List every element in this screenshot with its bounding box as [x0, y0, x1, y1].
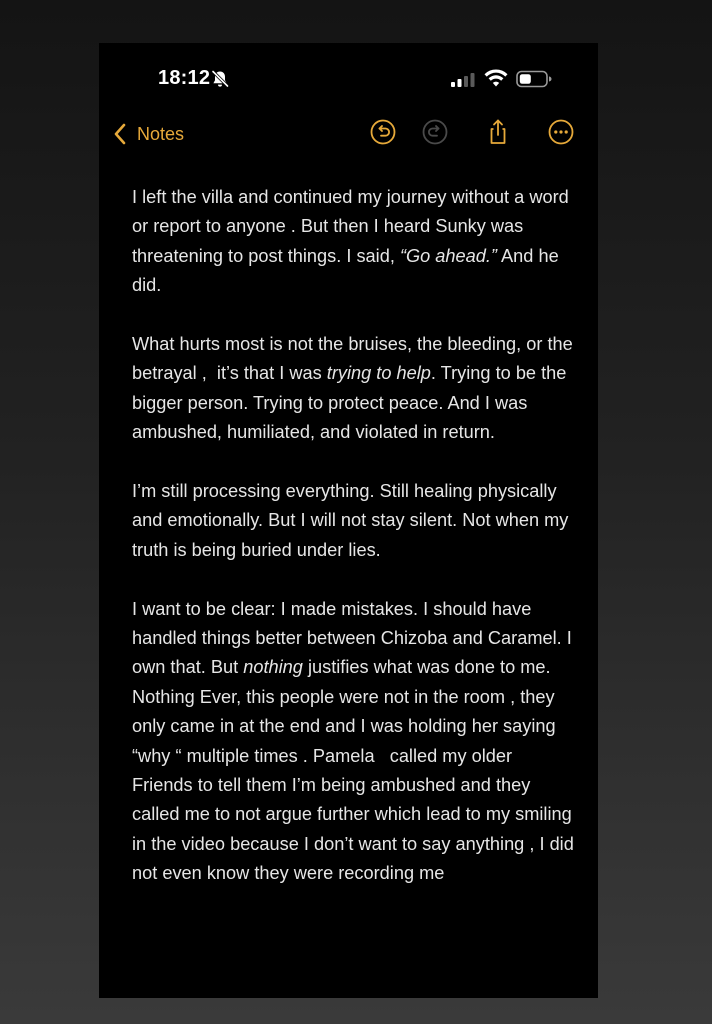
more-icon	[547, 118, 575, 146]
text-run: I left the villa and continued my journey without a word or report to anyone . But then I heard Sunky was threatening to post things. I said,	[132, 187, 574, 266]
note-paragraph	[132, 595, 577, 889]
note-paragraph	[132, 330, 577, 448]
redo-icon	[421, 118, 449, 146]
back-button-label: Notes	[137, 123, 185, 144]
wifi-icon	[484, 69, 508, 87]
note-paragraph	[132, 183, 577, 301]
phone-screen	[99, 43, 598, 998]
text-run: And he did.	[132, 245, 564, 296]
note-paragraph	[132, 477, 577, 565]
italic-text-run: nothing	[243, 657, 303, 678]
note-body[interactable]	[132, 183, 577, 889]
text-run: What hurts most is not the bruises, the bleeding, or the betrayal , it’s that I was	[132, 334, 578, 384]
italic-text-run: “Go ahead.”	[399, 245, 497, 266]
battery-icon	[516, 70, 552, 88]
text-run: I’m still processing everything. Still healing physically and emotionally. But I will not stay silent. Not when my truth is being buried under lies.	[132, 481, 574, 560]
cellular-signal-icon	[451, 73, 475, 87]
more-options-button[interactable]	[547, 118, 575, 146]
share-icon	[484, 118, 512, 146]
text-run: justifies what was done to me. Nothing Ever, this people were not in the room , they only came in at the end and I was holding her saying “why “ multiple times . Pamela called my older Friends to tell them I’m being ambushed and they called me to not argue further which lead to my smiling in the video because I don’t want to say anything , I did not even know they were recording me	[132, 657, 579, 884]
status-bar	[99, 43, 598, 115]
notes-toolbar	[99, 115, 598, 151]
status-time: 18:12	[158, 67, 211, 89]
share-button[interactable]	[484, 118, 512, 146]
italic-text-run: trying to help	[326, 363, 431, 384]
undo-button[interactable]	[369, 118, 397, 146]
bell-slash-icon	[210, 69, 230, 89]
undo-icon	[369, 118, 397, 146]
back-to-notes-button[interactable]	[113, 121, 184, 147]
chevron-left-icon	[113, 122, 127, 146]
redo-button[interactable]	[421, 118, 449, 146]
text-run: . Trying to be the bigger person. Trying to protect peace. And I was ambushed, humiliated, and violated in return.	[132, 363, 572, 443]
text-run: I want to be clear: I made mistakes. I should have handled things better between Chizoba and Caramel. I own that. But	[132, 598, 577, 678]
